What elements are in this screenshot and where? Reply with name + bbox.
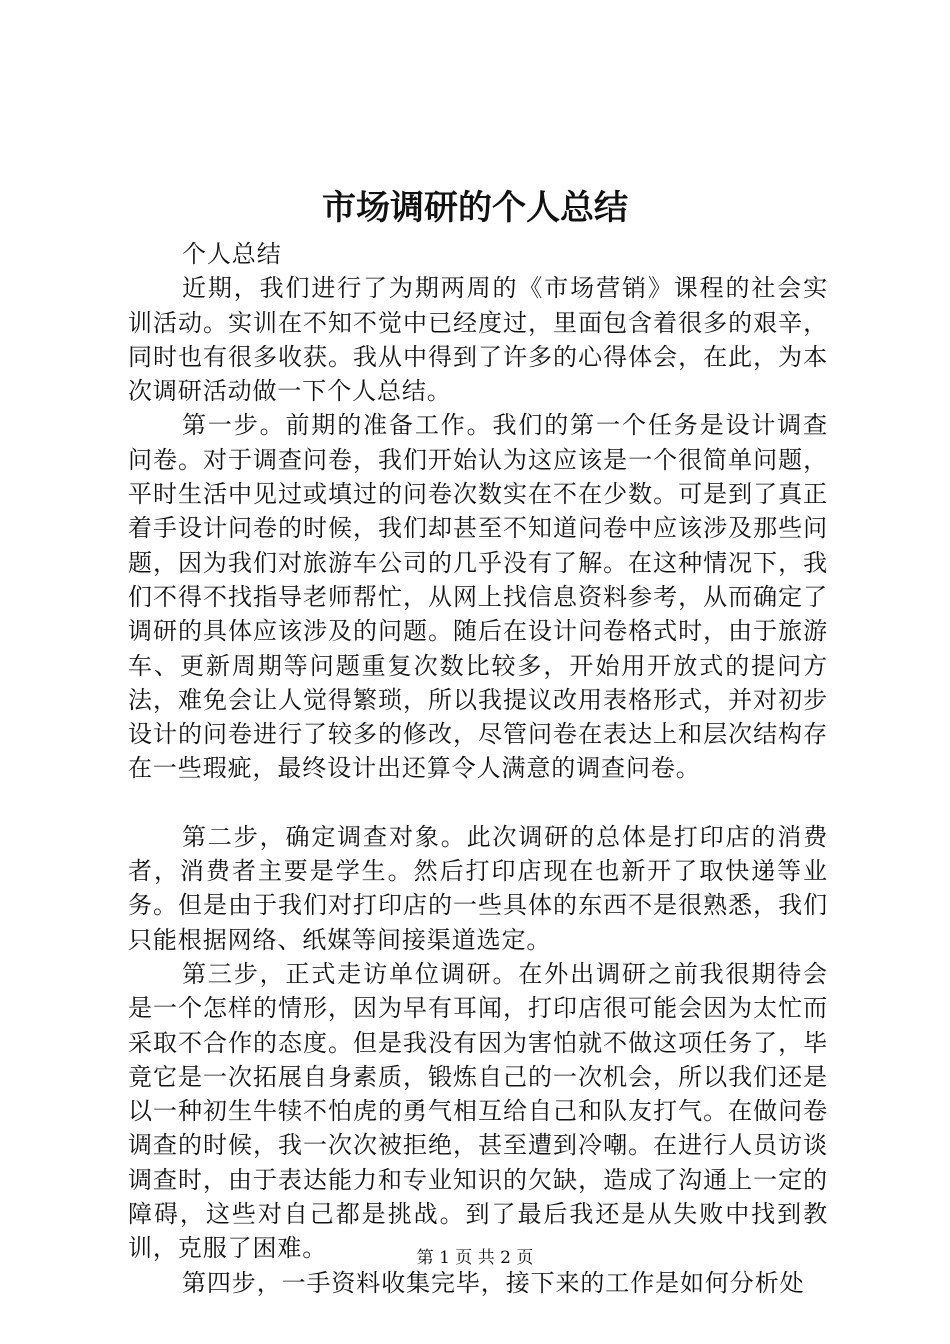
document-body [128, 237, 828, 1300]
paragraph-heading: 个人总结 [182, 240, 282, 268]
document-title: 市场调研的个人总结 [322, 188, 628, 228]
page-number-footer: 第 1 页 共 2 页 [416, 1248, 534, 1268]
paragraph-step-four: 第四步，一手资料收集完毕，接下来的工作是如何分析处 [182, 1268, 805, 1297]
paragraph-intro: 近期，我们进行了为期两周的《市场营销》课程的社会实训活动。实训在不知不觉中已经度过，里面包含着很多的艰辛，同时也有很多收获。我从中得到了许多的心得体会，在此，为本次调研活动做一下个人总结。 [128, 274, 828, 406]
paragraph-step-three: 第三步，正式走访单位调研。在外出调研之前我很期待会是一个怎样的情形，因为早有耳闻，打印店很可能会因为太忙而采取不合作的态度。但是我没有因为害怕就不做这项任务了，毕竟它是一次拓展自身素质，锻炼自己的一次机会，所以我们还是以一种初生牛犊不怕虎的勇气相互给自己和队友打气。在做问卷调查的时候，我一次次被拒绝，甚至遭到冷嘲。在进行人员访谈调查时，由于表达能力和专业知识的欠缺，造成了沟通上一定的障碍，这些对自己都是挑战。到了最后我还是从失败中找到教训，克服了困难。 [128, 959, 828, 1263]
paragraph-step-two: 第二步，确定调查对象。此次调研的总体是打印店的消费者，消费者主要是学生。然后打印店现在也新开了取快递等业务。但是由于我们对打印店的一些具体的东西不是很熟悉，我们只能根据网络、纸媒等间接渠道选定。 [128, 822, 828, 954]
paragraph-step-one: 第一步。前期的准备工作。我们的第一个任务是设计调查问卷。对于调查问卷，我们开始认为这应该是一个很简单问题，平时生活中见过或填过的问卷次数实在不在少数。可是到了真正着手设计问卷的时候，我们却甚至不知道问卷中应该涉及那些问题，因为我们对旅游车公司的几乎没有了解。在这种情况下，我们不得不找指导老师帮忙，从网上找信息资料参考，从而确定了调研的具体应该涉及的问题。随后在设计问卷格式时，由于旅游车、更新周期等问题重复次数比较多，开始用开放式的提问方法，难免会让人觉得繁琐，所以我提议改用表格形式，并对初步设计的问卷进行了较多的修改，尽管问卷在表达上和层次结构存在一些瑕疵，最终设计出还算令人满意的调查问卷。 [128, 411, 828, 783]
